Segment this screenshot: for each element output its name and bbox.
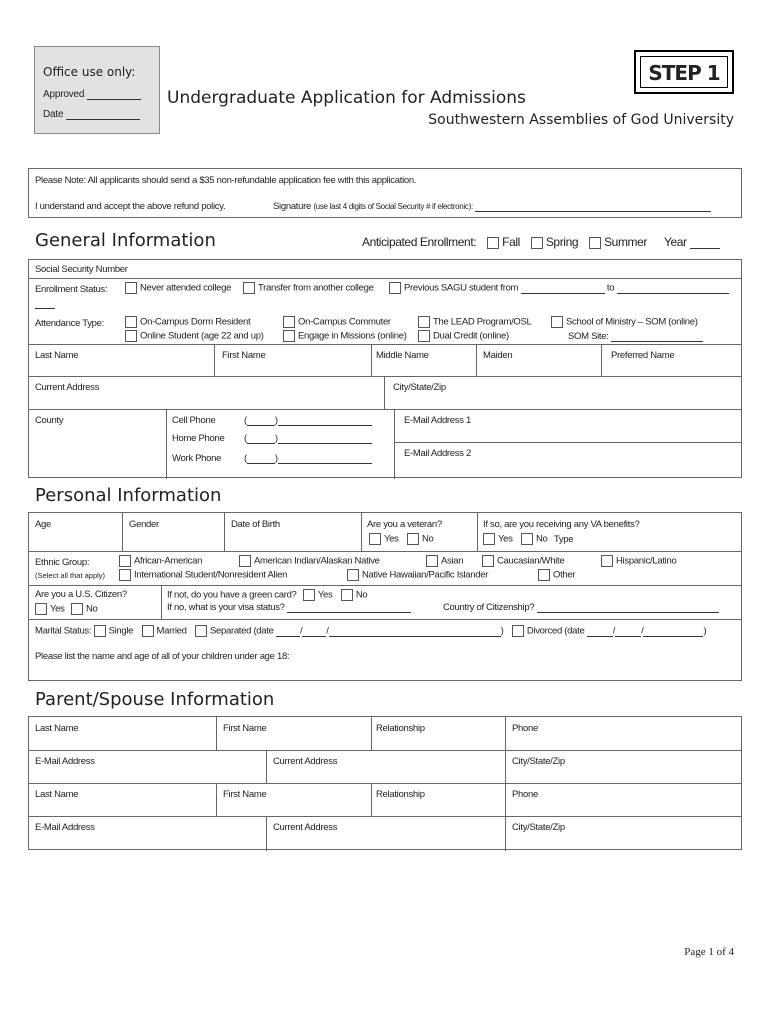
step-badge (634, 50, 734, 94)
citizen-yes-checkbox[interactable] (35, 603, 47, 615)
personal-info-table (28, 512, 742, 681)
parent1-phone[interactable]: Phone (512, 723, 538, 734)
separated-checkbox[interactable] (195, 625, 207, 637)
email-2-field[interactable]: E-Mail Address 2 (404, 448, 472, 459)
spring-checkbox[interactable] (531, 237, 543, 249)
va-type-field[interactable]: Type (553, 533, 574, 545)
caucasian-option[interactable]: Caucasian/White (482, 555, 564, 567)
va-yes-checkbox[interactable] (483, 533, 495, 545)
parent2-last-name[interactable]: Last Name (35, 789, 79, 800)
green-yes-checkbox[interactable] (303, 589, 315, 601)
parent-info-heading: Parent/Spouse Information (35, 689, 275, 710)
city-state-zip-field[interactable]: City/State/Zip (393, 382, 446, 393)
parent1-city-state-zip[interactable]: City/State/Zip (512, 756, 565, 767)
page-number: Page 1 of 4 (684, 946, 734, 958)
approved-field[interactable]: Approved (43, 89, 141, 100)
fee-note: Please Note: All applicants should send a $35 non-refundable application fee with this application. (35, 175, 417, 186)
divorced-checkbox[interactable] (512, 625, 524, 637)
select-all-note: (Select all that apply) (35, 571, 106, 580)
children-field[interactable]: Please list the name and age of all of your children under age 18: (35, 651, 290, 662)
veteran-yes-checkbox[interactable] (369, 533, 381, 545)
parent-info-table (28, 716, 742, 850)
page-title: Undergraduate Application for Admissions (167, 88, 526, 108)
citizen-options: Yes No (35, 603, 98, 615)
university-name: Southwestern Assemblies of God University (428, 112, 734, 128)
va-options: Yes No Type (483, 533, 573, 545)
general-info-table (28, 259, 742, 478)
parent2-address[interactable]: Current Address (273, 822, 338, 833)
email-1-field[interactable]: E-Mail Address 1 (404, 415, 472, 426)
parent2-first-name[interactable]: First Name (223, 789, 267, 800)
parent1-email[interactable]: E-Mail Address (35, 756, 95, 767)
commuter-option[interactable]: On-Campus Commuter (283, 316, 391, 328)
green-no-checkbox[interactable] (341, 589, 353, 601)
maiden-name-field[interactable]: Maiden (483, 350, 513, 361)
work-phone-field[interactable]: Work Phone ( ) (172, 453, 372, 464)
never-attended-option[interactable]: Never attended college (125, 282, 231, 294)
cell-phone-field[interactable]: Cell Phone ( ) (172, 415, 372, 426)
visa-status-field[interactable]: If no, what is your visa status? (167, 602, 411, 613)
refund-policy-text: I understand and accept the above refund policy. (35, 201, 226, 212)
dob-field[interactable]: Date of Birth (231, 519, 280, 530)
african-american-option[interactable]: African-American (119, 555, 202, 567)
other-ethnic-option[interactable]: Other (538, 569, 575, 581)
oncampus-dorm-option[interactable]: On-Campus Dorm Resident (125, 316, 250, 328)
last-name-field[interactable]: Last Name (35, 350, 79, 361)
online-student-option[interactable]: Online Student (age 22 and up) (125, 330, 264, 342)
office-use-title: Office use only: (43, 65, 136, 79)
veteran-no-checkbox[interactable] (407, 533, 419, 545)
parent2-relationship[interactable]: Relationship (376, 789, 425, 800)
summer-checkbox[interactable] (589, 237, 601, 249)
hispanic-option[interactable]: Hispanic/Latino (601, 555, 676, 567)
age-field[interactable]: Age (35, 519, 52, 530)
county-field[interactable]: County (35, 415, 64, 426)
married-checkbox[interactable] (142, 625, 154, 637)
parent1-relationship[interactable]: Relationship (376, 723, 425, 734)
attendance-type-label: Attendance Type: (35, 318, 104, 329)
marital-status-row: Marital Status: Single Married Separated (date / / ) Divorced (date / / ) (35, 625, 707, 637)
parent1-last-name[interactable]: Last Name (35, 723, 79, 734)
citizen-label: Are you a U.S. Citizen? (35, 589, 127, 600)
ssn-field[interactable]: Social Security Number (35, 264, 128, 275)
veteran-options: Yes No (369, 533, 434, 545)
date-field[interactable]: Date (43, 109, 140, 120)
home-phone-field[interactable]: Home Phone ( ) (172, 433, 372, 444)
signature-field[interactable]: Signature (use last 4 digits of Social Security # if electronic): (273, 201, 711, 212)
middle-name-field[interactable]: Middle Name (376, 350, 429, 361)
parent1-address[interactable]: Current Address (273, 756, 338, 767)
asian-option[interactable]: Asian (426, 555, 463, 567)
single-checkbox[interactable] (94, 625, 106, 637)
step-label: STEP 1 (640, 56, 728, 88)
lead-option[interactable]: The LEAD Program/OSL (418, 316, 532, 328)
transfer-option[interactable]: Transfer from another college (243, 282, 374, 294)
personal-info-heading: Personal Information (35, 485, 222, 506)
ethnic-group-label: Ethnic Group: (35, 557, 90, 568)
fall-checkbox[interactable] (487, 237, 499, 249)
current-address-field[interactable]: Current Address (35, 382, 100, 393)
previous-student-option[interactable]: Previous SAGU student from to (389, 282, 729, 294)
office-use-box (34, 46, 160, 134)
american-indian-option[interactable]: American Indian/Alaskan Native (239, 555, 380, 567)
hawaiian-option[interactable]: Native Hawaiian/Pacific Islander (347, 569, 488, 581)
missions-option[interactable]: Engage in Missions (online) (283, 330, 407, 342)
fee-note-box (28, 168, 742, 218)
citizen-no-checkbox[interactable] (71, 603, 83, 615)
parent1-first-name[interactable]: First Name (223, 723, 267, 734)
parent2-phone[interactable]: Phone (512, 789, 538, 800)
general-info-heading: General Information (35, 230, 216, 251)
va-benefits-label: If so, are you receiving any VA benefits? (483, 519, 640, 530)
green-card-question: If not, do you have a green card? Yes No (167, 589, 368, 601)
enrollment-status-label: Enrollment Status: (35, 284, 108, 295)
veteran-label: Are you a veteran? (367, 519, 442, 530)
first-name-field[interactable]: First Name (222, 350, 266, 361)
parent2-city-state-zip[interactable]: City/State/Zip (512, 822, 565, 833)
som-option[interactable]: School of Ministry – SOM (online) (551, 316, 698, 328)
parent2-email[interactable]: E-Mail Address (35, 822, 95, 833)
dual-credit-option[interactable]: Dual Credit (online) (418, 330, 509, 342)
anticipated-enrollment: Anticipated Enrollment: Fall Spring Summer Year (362, 235, 720, 249)
som-site-field[interactable]: SOM Site: (568, 331, 703, 342)
gender-field[interactable]: Gender (129, 519, 159, 530)
country-citizenship-field[interactable]: Country of Citizenship? (443, 602, 719, 613)
preferred-name-field[interactable]: Preferred Name (611, 350, 675, 361)
va-no-checkbox[interactable] (521, 533, 533, 545)
international-option[interactable]: International Student/Nonresident Alien (119, 569, 287, 581)
year-field[interactable]: Year (664, 235, 720, 249)
